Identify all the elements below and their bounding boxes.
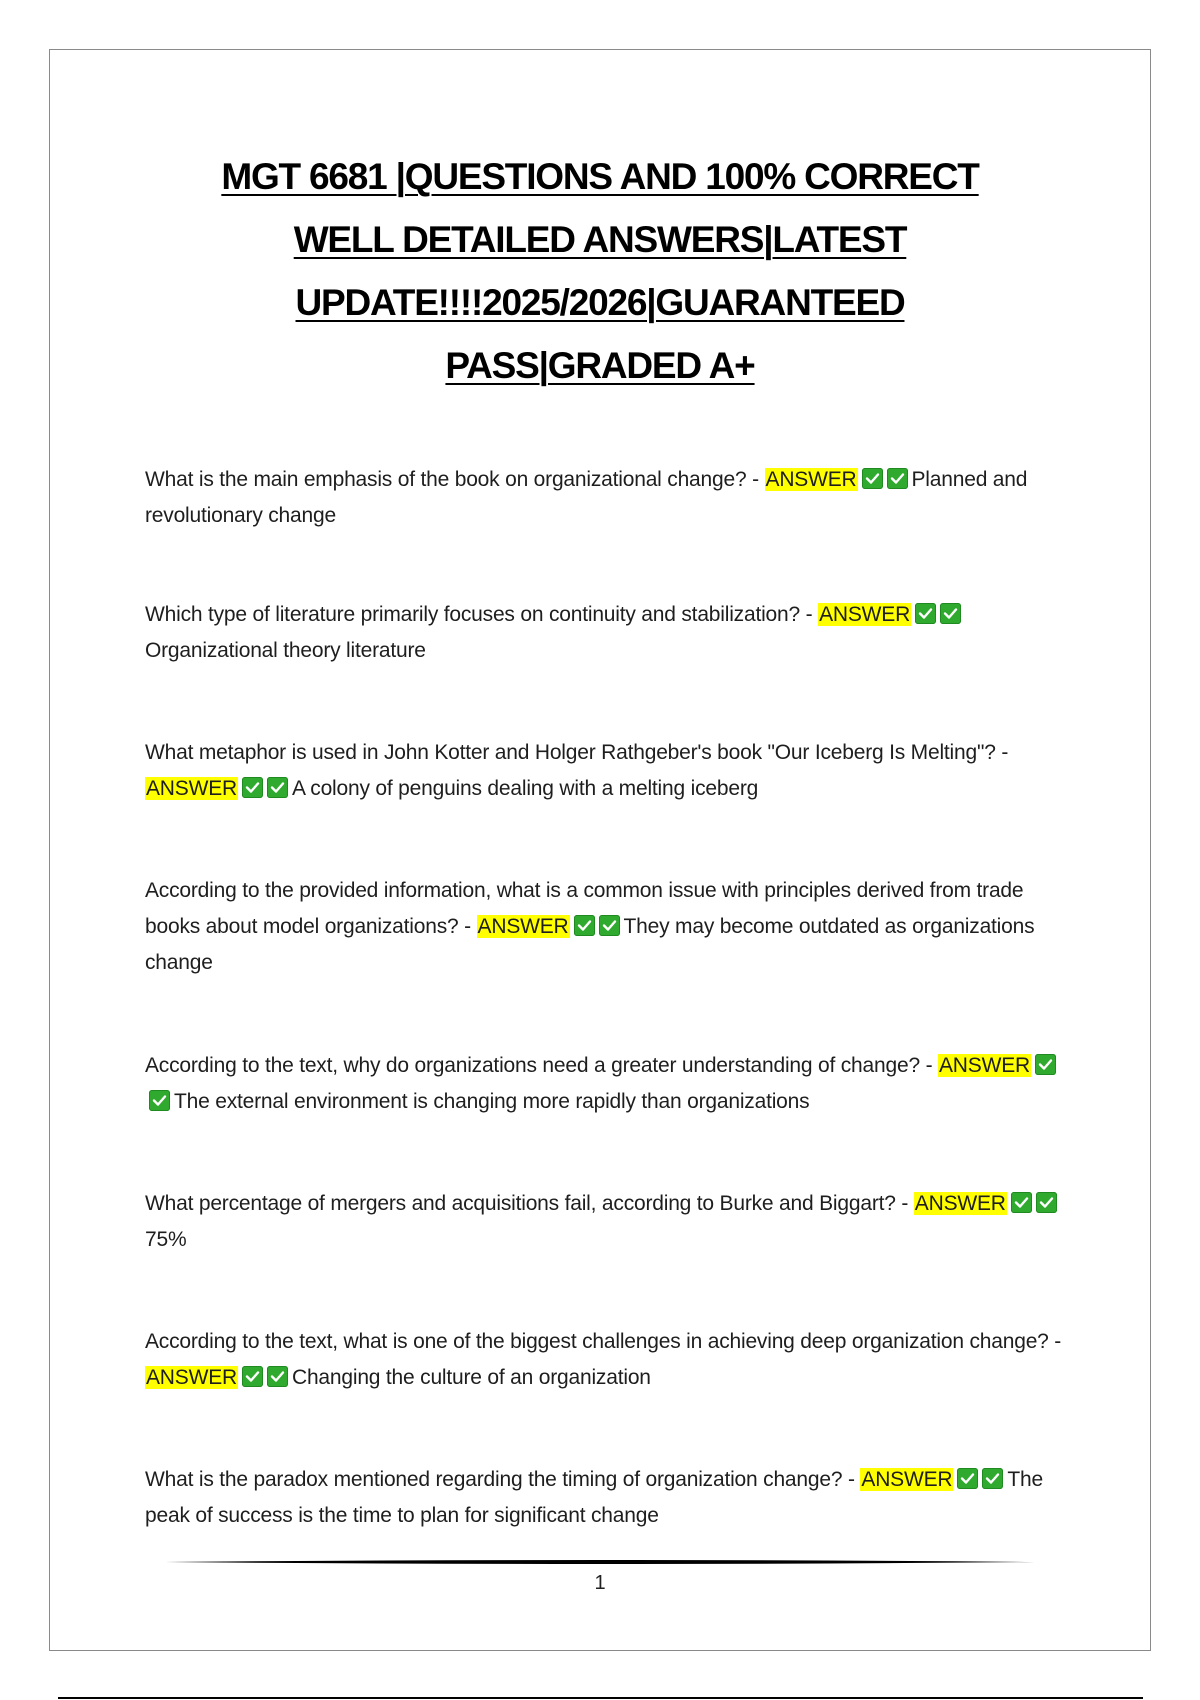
separator: - bbox=[458, 915, 477, 938]
question-text: Which type of literature primarily focuses on continuity and stabilization? bbox=[145, 603, 800, 626]
footer-divider bbox=[165, 1559, 1035, 1565]
check-mark-icon bbox=[149, 1090, 170, 1111]
answer-text: Planned and revolutionary change bbox=[145, 468, 1028, 527]
title-line: UPDATE!!!!2025/2026|GUARANTEED bbox=[295, 282, 905, 323]
answer-label: ANSWER bbox=[939, 1054, 1030, 1077]
separator: - bbox=[842, 1468, 861, 1491]
check-mark-icon bbox=[982, 1468, 1003, 1489]
qa-item bbox=[145, 735, 1065, 807]
check-mark-icon bbox=[915, 603, 936, 624]
separator: - bbox=[895, 1192, 914, 1215]
answer-label: ANSWER bbox=[477, 915, 569, 938]
question-text: What is the paradox mentioned regarding the timing of organization change? bbox=[145, 1468, 843, 1491]
answer-label: ANSWER bbox=[146, 1366, 237, 1389]
page-number: 1 bbox=[594, 1572, 606, 1594]
answer-text: A colony of penguins dealing with a melting iceberg bbox=[291, 777, 759, 800]
question-text: According to the provided information, what is a common issue with principles derived from trade books about model organizations? bbox=[145, 879, 1024, 938]
qa-item bbox=[145, 873, 1065, 981]
answer-label: ANSWER bbox=[914, 1192, 1006, 1215]
answer-label: ANSWER bbox=[765, 468, 857, 491]
question-text: What metaphor is used in John Kotter and Holger Rathgeber's book "Our Iceberg Is Melting"? bbox=[145, 741, 996, 764]
check-mark-icon bbox=[887, 468, 908, 489]
qa-item bbox=[145, 1048, 1065, 1120]
check-mark-icon bbox=[1035, 1054, 1056, 1075]
question-text: What is the main emphasis of the book on organizational change? bbox=[145, 468, 747, 491]
check-mark-icon bbox=[242, 777, 263, 798]
qa-item bbox=[145, 597, 1065, 669]
separator: - bbox=[800, 603, 819, 626]
check-mark-icon bbox=[862, 468, 883, 489]
title-line: WELL DETAILED ANSWERS|LATEST bbox=[293, 219, 907, 260]
separator: - bbox=[1048, 1330, 1062, 1353]
qa-item bbox=[145, 1462, 1065, 1534]
question-text: What percentage of mergers and acquisitions fail, according to Burke and Biggart? bbox=[145, 1192, 896, 1215]
answer-text: Organizational theory literature bbox=[145, 639, 426, 662]
answer-text: The peak of success is the time to plan for significant change bbox=[145, 1468, 1043, 1527]
question-text: According to the text, what is one of the biggest challenges in achieving deep organization change? bbox=[145, 1330, 1049, 1353]
check-mark-icon bbox=[1011, 1192, 1032, 1213]
check-mark-icon bbox=[957, 1468, 978, 1489]
question-text: According to the text, why do organizations need a greater understanding of change? bbox=[145, 1054, 920, 1077]
answer-text: They may become outdated as organizations change bbox=[145, 915, 1035, 974]
title-line: PASS|GRADED A+ bbox=[445, 345, 755, 386]
document-title bbox=[110, 145, 1090, 397]
qa-item bbox=[145, 462, 1065, 534]
answer-text: Changing the culture of an organization bbox=[291, 1366, 651, 1389]
separator: - bbox=[746, 468, 765, 491]
check-mark-icon bbox=[574, 915, 595, 936]
answer-text: 75% bbox=[145, 1228, 187, 1251]
check-mark-icon bbox=[599, 915, 620, 936]
check-mark-icon bbox=[242, 1366, 263, 1387]
separator: - bbox=[995, 741, 1009, 764]
separator: - bbox=[919, 1054, 938, 1077]
check-mark-icon bbox=[267, 1366, 288, 1387]
answer-label: ANSWER bbox=[819, 603, 911, 626]
check-mark-icon bbox=[267, 777, 288, 798]
check-mark-icon bbox=[940, 603, 961, 624]
answer-label: ANSWER bbox=[146, 777, 237, 800]
answer-text: The external environment is changing more rapidly than organizations bbox=[174, 1090, 810, 1113]
qa-item bbox=[145, 1324, 1065, 1396]
answer-label: ANSWER bbox=[861, 1468, 953, 1491]
qa-item bbox=[145, 1186, 1065, 1258]
bottom-rule bbox=[58, 1697, 1143, 1699]
title-line: MGT 6681 |QUESTIONS AND 100% CORRECT bbox=[221, 156, 979, 197]
check-mark-icon bbox=[1036, 1192, 1057, 1213]
